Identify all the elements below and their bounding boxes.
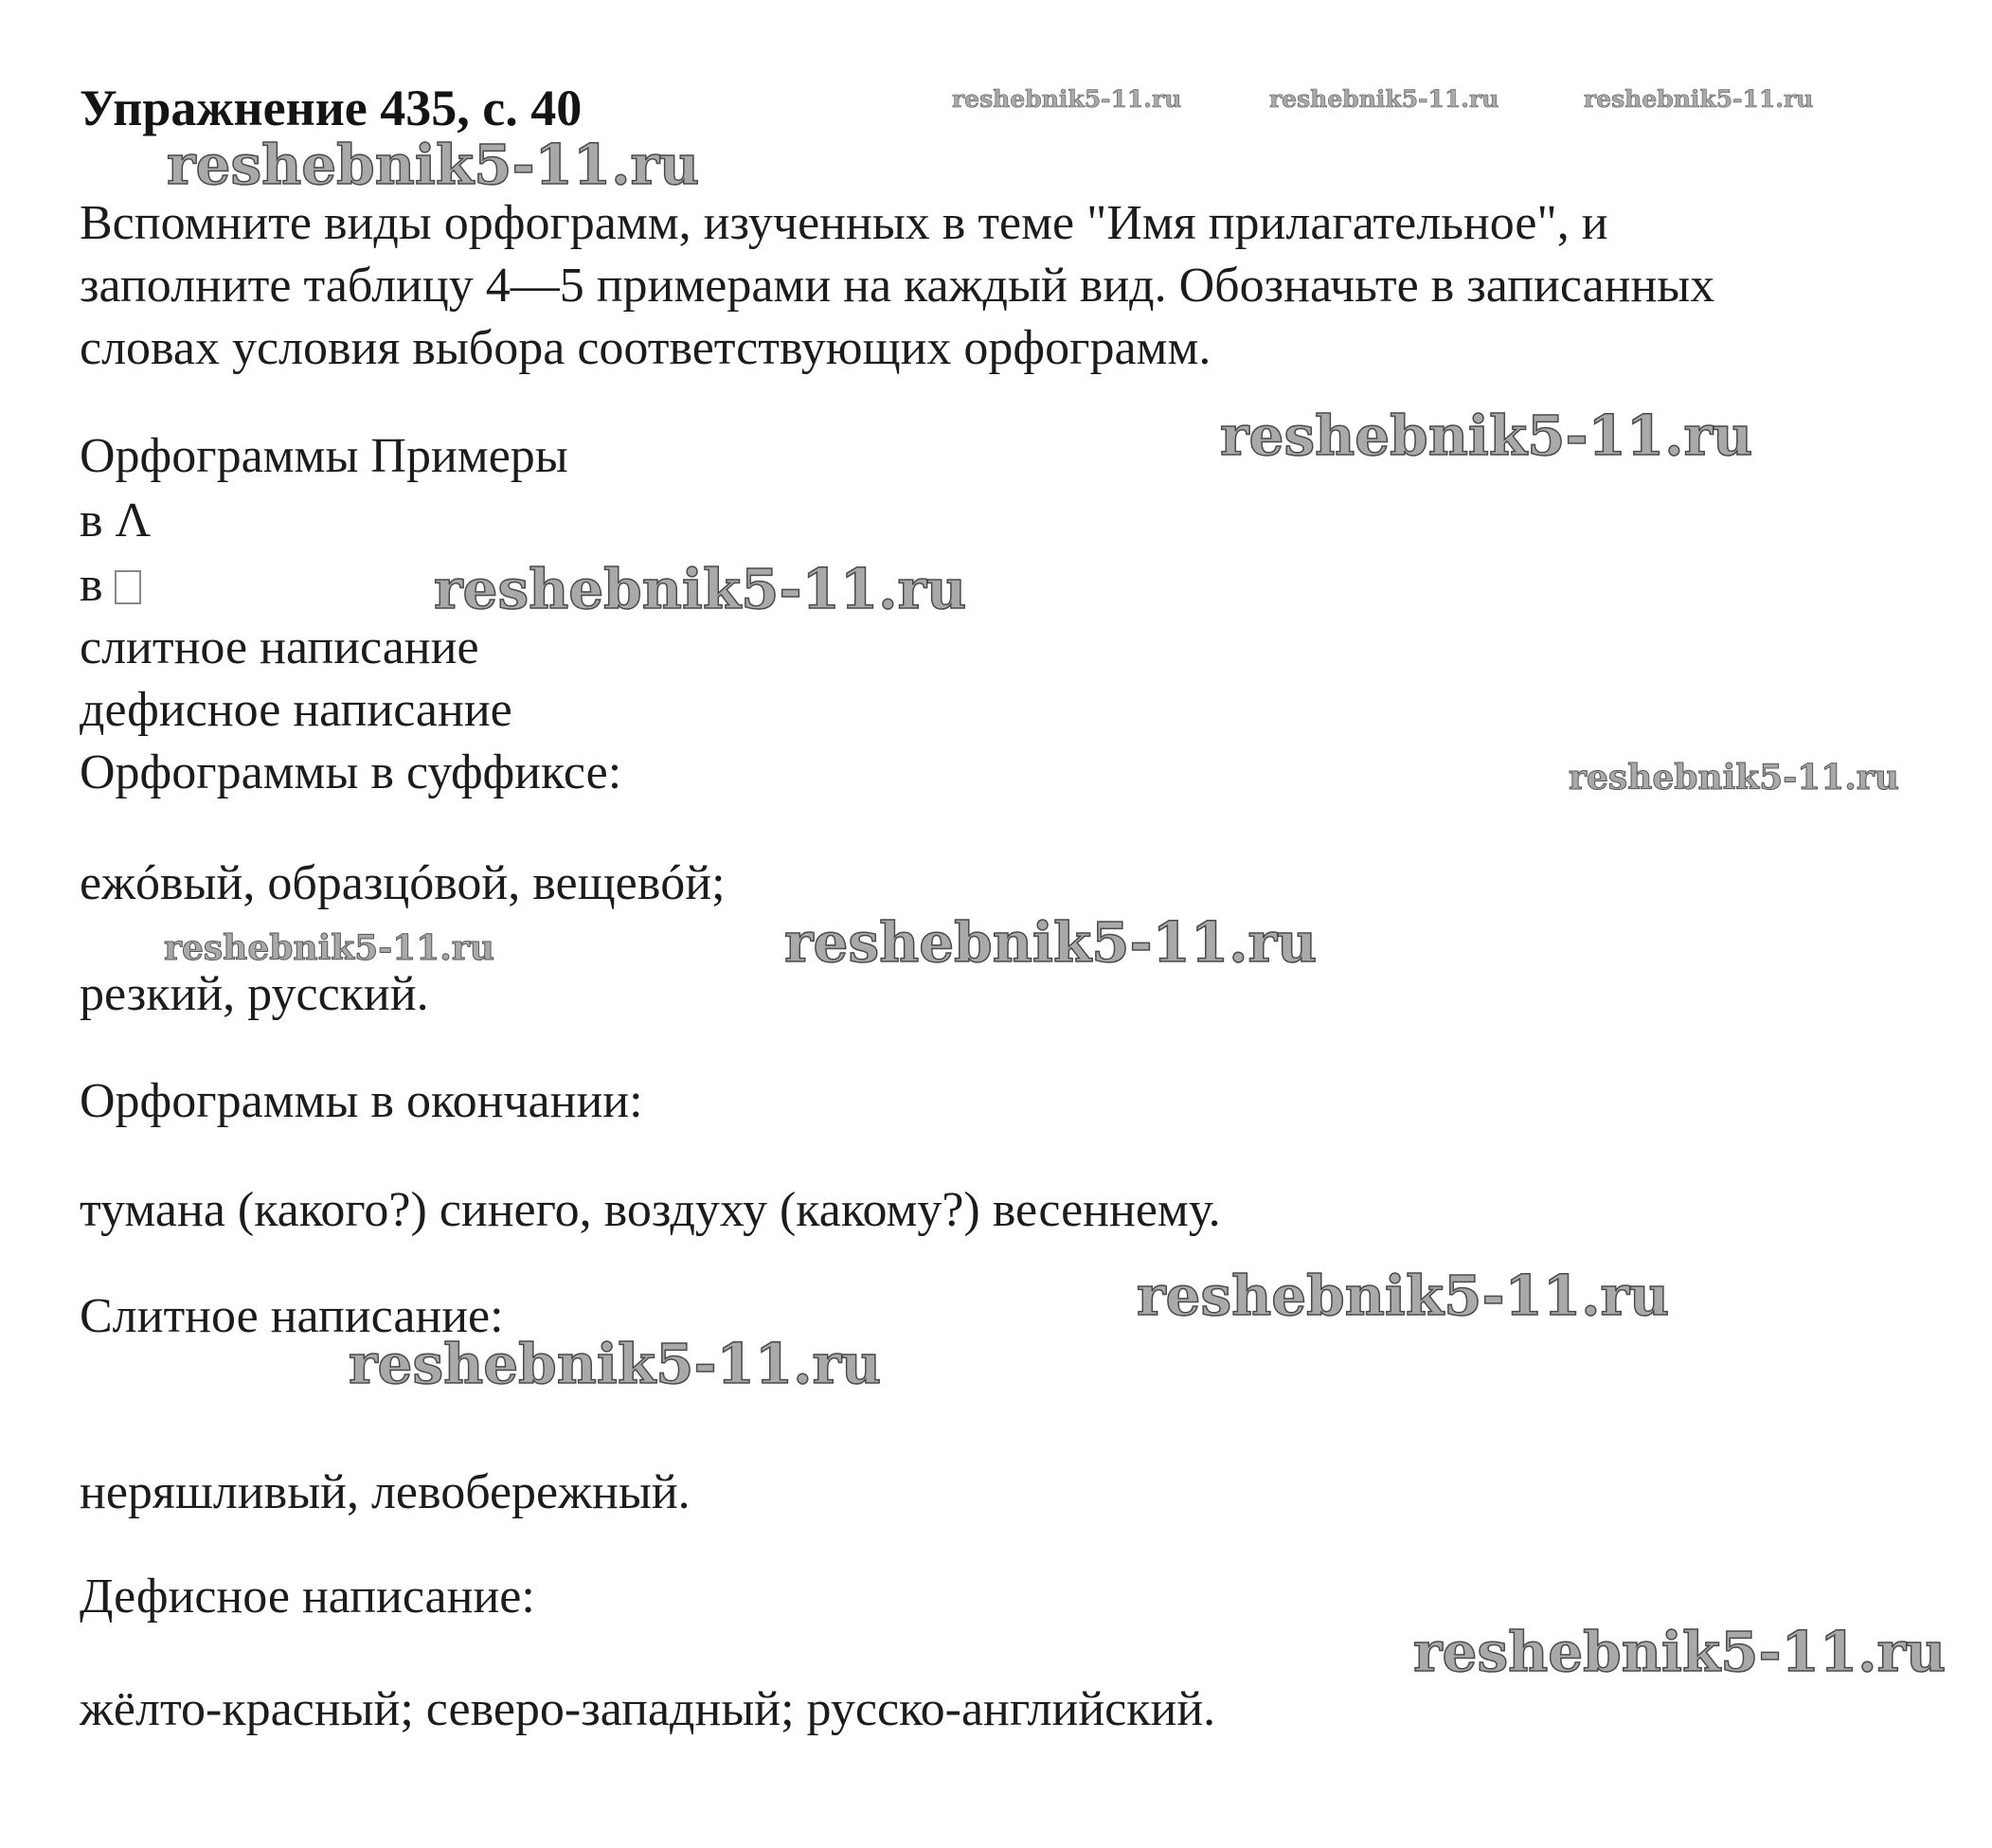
task-line-2: заполните таблицу 4—5 примерами на каждый вид. Обозначьте в записанных	[80, 259, 1715, 313]
row-ending-marker	[80, 557, 141, 614]
watermark: reshebnik5-11.ru	[164, 928, 494, 968]
watermark: reshebnik5-11.ru	[434, 557, 967, 621]
task-line-1: Вспомните виды орфограмм, изученных в теме "Имя прилагательное", и	[80, 196, 1608, 250]
watermark: reshebnik5-11.ru	[349, 1332, 882, 1396]
row-solid: слитное написание	[80, 620, 479, 674]
suffix-examples-1: ежóвый, образцóвой, вещевóй;	[80, 856, 726, 910]
watermark: reshebnik5-11.ru	[1569, 758, 1899, 798]
hyphen-heading: Дефисное написание:	[80, 1570, 535, 1624]
watermark: reshebnik5-11.ru	[1584, 85, 1814, 113]
exercise-title: Упражнение 435, с. 40	[80, 80, 583, 136]
watermark: reshebnik5-11.ru	[1413, 1620, 1947, 1684]
suffix-examples-2: резкий, русский.	[80, 967, 429, 1021]
watermark: reshebnik5-11.ru	[1269, 85, 1499, 113]
watermark: reshebnik5-11.ru	[167, 133, 700, 197]
table-header: Орфограммы Примеры	[80, 429, 568, 483]
row-hyphen: дефисное написание	[80, 683, 512, 737]
row-suffix-marker: в Λ	[80, 493, 152, 547]
solid-heading: Слитное написание:	[80, 1289, 504, 1343]
ending-heading: Орфограммы в окончании:	[80, 1074, 643, 1128]
watermark: reshebnik5-11.ru	[1137, 1264, 1670, 1328]
watermark: reshebnik5-11.ru	[784, 910, 1318, 975]
solid-examples: неряшливый, левобережный.	[80, 1465, 691, 1519]
hyphen-examples: жёлто-красный; северо-западный; русско-английский.	[80, 1682, 1216, 1736]
ending-box-icon	[115, 570, 141, 604]
watermark: reshebnik5-11.ru	[952, 85, 1182, 113]
task-line-3: словах условия выбора соответствующих орфограмм.	[80, 321, 1211, 375]
watermark: reshebnik5-11.ru	[1220, 404, 1753, 468]
suffix-heading: Орфограммы в суффиксе:	[80, 745, 622, 799]
ending-examples: тумана (какого?) синего, воздуху (какому?) весеннему.	[80, 1183, 1221, 1237]
row-ending-label: в	[80, 558, 103, 612]
